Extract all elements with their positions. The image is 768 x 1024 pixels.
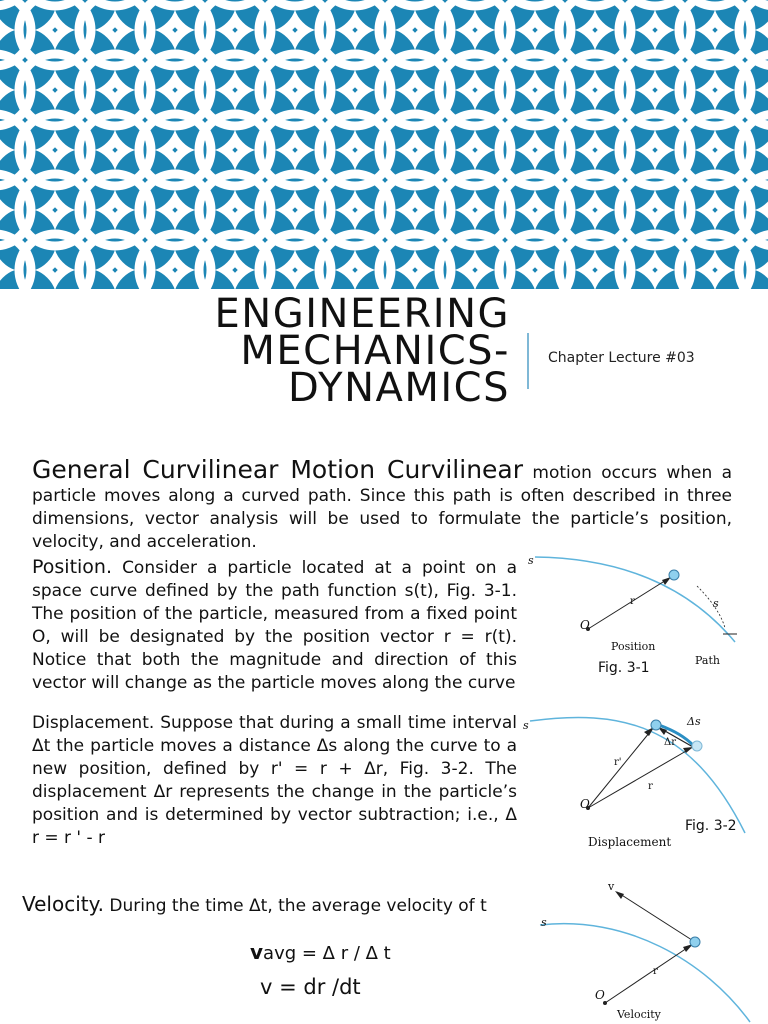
fig2-r-label: r	[648, 781, 653, 792]
fig1-position-label: Position	[611, 640, 656, 653]
general-heading: General Curvilinear Motion Curvilinear	[32, 455, 524, 484]
position-paragraph	[32, 556, 517, 695]
fig1-r-label: r	[630, 596, 635, 607]
fig3-velocity-label: Velocity	[617, 1008, 661, 1021]
fig1-o-label: O	[580, 618, 590, 632]
r-vector	[588, 747, 693, 808]
title-line-2: MECHANICS-	[240, 328, 510, 374]
particle	[669, 570, 679, 580]
fig1-caption: Fig. 3-1	[598, 660, 650, 676]
title-line-1: ENGINEERING	[214, 291, 510, 337]
path-curve	[530, 717, 745, 833]
velocity-paragraph	[22, 892, 542, 916]
title-line-3: DYNAMICS	[288, 365, 510, 411]
displacement-body: Displacement. Suppose that during a small time interval Δt the particle moves a distance Δs along the curve to a new position, defined by r' = r + Δr, Fig. 3-2. The displacement Δr represents the change in the particle’s position and is determined by vector subtraction; i.e., Δ r = r ' - r	[32, 713, 517, 848]
position-body: Consider a particle located at a point on a space curve defined by the path function s(t), Fig. 3-1. The position of the particle, measured from a fixed point O, will be designated by the position vector r = r(t). Notice that both the magnitude and direction of this vector will change as the particle moves along the curve	[32, 558, 517, 693]
particle	[690, 937, 700, 947]
average-velocity-equation	[250, 940, 391, 964]
fig2-s-label: s	[523, 719, 529, 732]
figure-3-2	[520, 713, 765, 858]
fig1-arc-s-label: s	[713, 597, 719, 610]
velocity-body: During the time Δt, the average velocity of t	[103, 896, 487, 916]
particle-old	[692, 741, 702, 751]
fig2-r-prime-label: r'	[614, 757, 622, 768]
position-vector	[605, 944, 693, 1003]
header-banner	[0, 0, 768, 289]
page-title	[150, 291, 510, 411]
arc-length-marker	[697, 586, 725, 628]
banner-pattern	[0, 0, 768, 289]
figure-velocity	[535, 880, 765, 1024]
title-divider	[527, 333, 529, 389]
instant-velocity-equation: v = dr /dt	[260, 975, 361, 999]
chapter-label: Chapter Lecture #03	[548, 350, 695, 366]
fig3-o-label: O	[595, 988, 605, 1002]
fig2-o-label: O	[580, 797, 590, 811]
general-paragraph	[32, 455, 733, 554]
velocity-heading: Velocity.	[22, 892, 104, 916]
velocity-arrowhead	[615, 891, 624, 899]
particle-new	[651, 720, 661, 730]
fig2-caption: Fig. 3-2	[685, 818, 737, 834]
fig1-s-label: s	[528, 554, 534, 567]
fig2-delta-s-label: Δs	[687, 715, 701, 728]
figure-3-1	[525, 552, 765, 682]
velocity-diagram	[535, 880, 765, 1024]
fig3-s-label: s	[541, 916, 547, 929]
fig2-delta-r-label: Δr	[664, 737, 677, 748]
fig1-path-label: Path	[695, 654, 720, 667]
fig2-displacement-label: Displacement	[588, 835, 672, 849]
fig3-r-label: r	[653, 966, 658, 977]
velocity-symbol: v	[250, 940, 264, 964]
displacement-paragraph	[32, 712, 517, 850]
average-velocity-rhs: avg = Δ r / Δ t	[263, 943, 391, 964]
general-body: motion occurs when a particle moves along a curved path. Since this path is often described in three dimensions, vector analysis will be used to formulate the particle’s position, velocity, and acceleration.	[32, 463, 733, 552]
fig3-v-label: v	[608, 880, 615, 893]
position-heading: Position.	[32, 556, 113, 578]
